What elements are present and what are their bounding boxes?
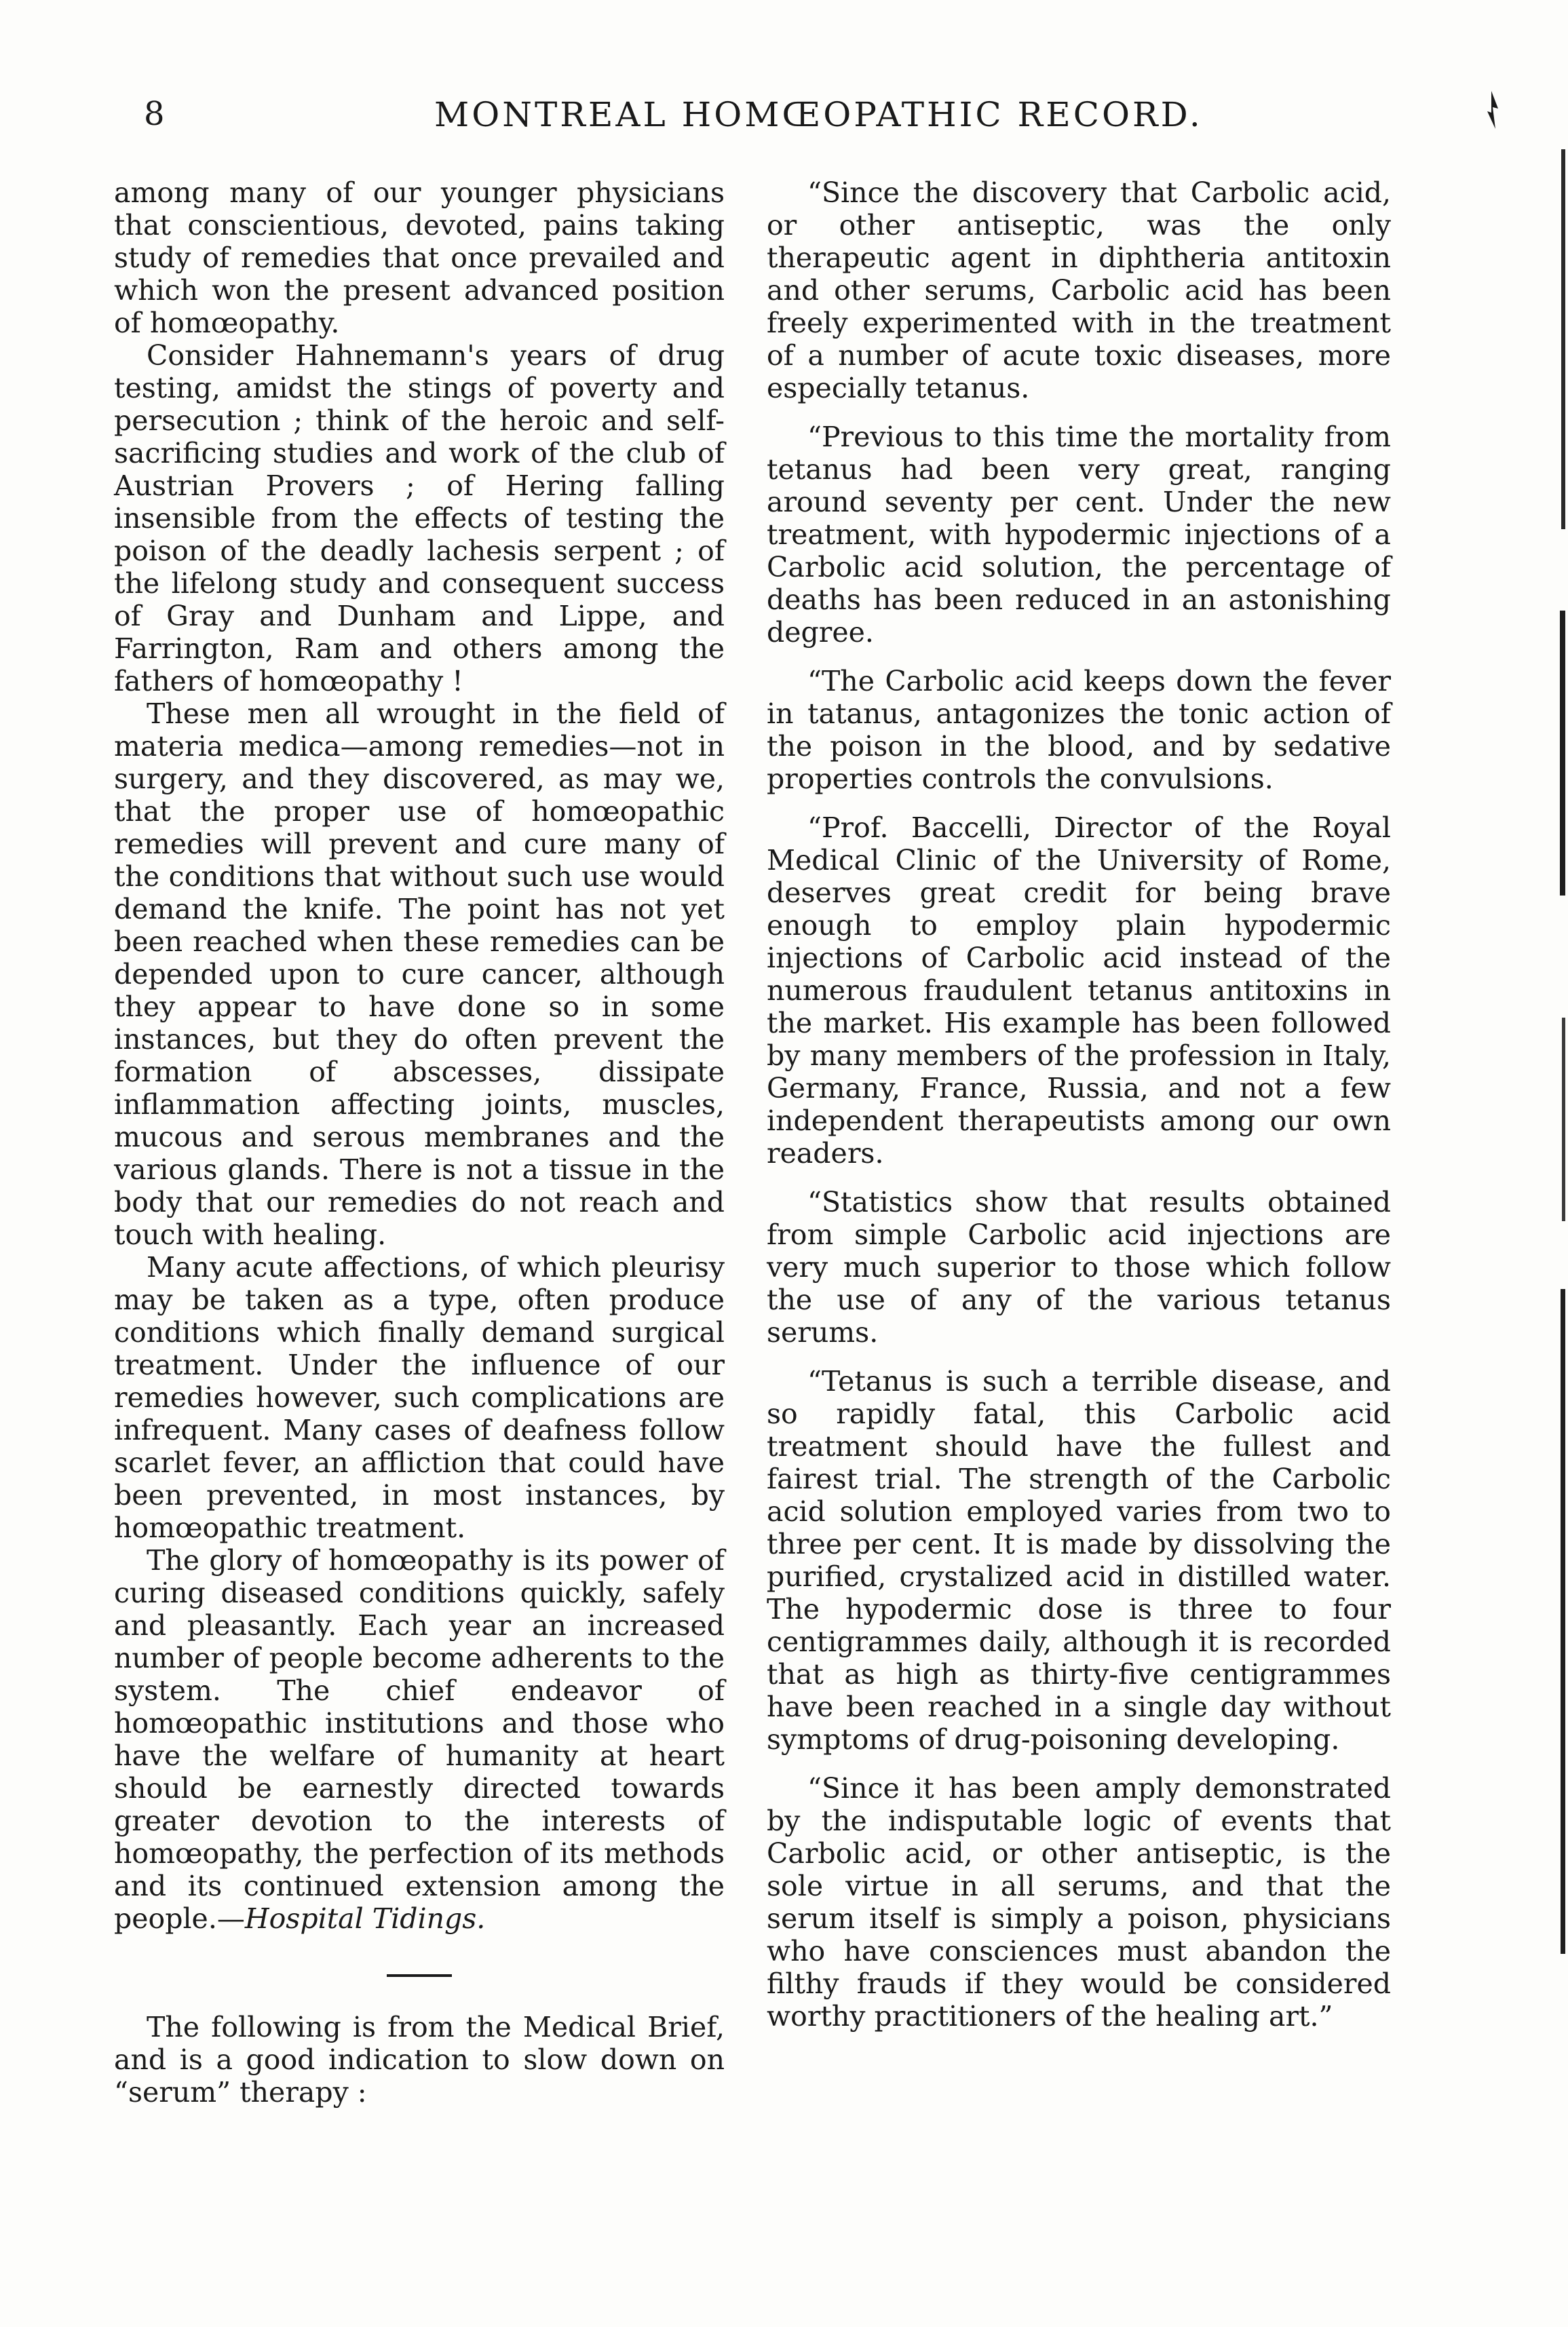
left-column — [114, 176, 725, 2109]
section-divider — [387, 1974, 452, 1977]
intro-paragraph: The following is from the Medical Brief, and is a good indication to slow down on “serum” therapy : — [114, 2011, 725, 2109]
paragraph: among many of our younger physicians that conscientious, devoted, pains taking study of remedies that once prevailed and which won the present advanced position of homœopathy. — [114, 176, 725, 339]
quoted-paragraph: “Since the discovery that Carbolic acid, or other antiseptic, was the only therapeutic agent in diphtheria antitoxin and other serums, Carbolic acid has been freely experimented with in the treatment of a number of acute toxic diseases, more especially tetanus. — [767, 176, 1391, 404]
quoted-paragraph: “Prof. Baccelli, Director of the Royal Medical Clinic of the University of Rome, deserves great credit for being brave enough to employ plain hypodermic injections of Carbolic acid instead of the numerous fraudulent tetanus antitoxins in the market. His example has been followed by many members of the profession in Italy, Germany, France, Russia, and not a few independent therapeutists among our own readers. — [767, 811, 1391, 1170]
source-citation: Hospital Tidings. — [244, 1902, 486, 1935]
quoted-paragraph: “Tetanus is such a terrible disease, and so rapidly fatal, this Carbolic acid treatment should have the fullest and fairest trial. The strength of the Carbolic acid solution employed varies from two to three per cent. It is made by dissolving the purified, crystalized acid in distilled water. The hypodermic dose is three to four centigrammes daily, although it is recorded that as high as thirty-five centigrammes have been reached in a single day without symptoms of drug-poisoning developing. — [767, 1365, 1391, 1756]
paragraph: Consider Hahnemann's years of drug testing, amidst the stings of poverty and persecution ; think of the heroic and self-sacrificing studies and work of the club of Austrian Provers ; of Hering falling insensible from the effects of testing the poison of the deadly lachesis serpent ; of the lifelong study and consequent success of Gray and Dunham and Lippe, and Farrington, Ram and others among the fathers of homœopathy ! — [114, 339, 725, 697]
running-title: MONTREAL HOMŒOPATHIC RECORD. — [434, 95, 1203, 134]
intro-block — [114, 2011, 725, 2109]
quoted-paragraph: “Previous to this time the mortality from tetanus had been very great, ranging around seventy per cent. Under the new treatment, with hypodermic injections of a Carbolic acid solution, the percentage of deaths has been reduced in an astonishing degree. — [767, 421, 1391, 649]
binding-edge — [1556, 0, 1568, 2327]
right-column — [767, 176, 1391, 2049]
paragraph-with-source — [114, 1544, 725, 1935]
paragraph: These men all wrought in the field of materia medica—among remedies—not in surgery, and they discovered, as may we, that the proper use of homœopathic remedies will prevent and cure many of the conditions that without such use would demand the knife. The point has not yet been reached when these remedies can be depended upon to cure cancer, although they appear to have done so in some instances, but they do often prevent the formation of abscesses, dissipate inflammation affecting joints, muscles, mucous and serous membranes and the various glands. There is not a tissue in the body that our remedies do not reach and touch with healing. — [114, 697, 725, 1251]
page-header — [0, 95, 1568, 149]
page-number: 8 — [144, 95, 166, 133]
quoted-paragraph: “Since it has been amply demonstrated by the indisputable logic of events that Carbolic acid, or other antiseptic, is the sole virtue in all serums, and that the serum itself is simply a poison, physicians who have consciences must abandon the filthy frauds if they would be considered worthy practitioners of the healing art.” — [767, 1772, 1391, 2033]
quoted-paragraph: “The Carbolic acid keeps down the fever in tatanus, antagonizes the tonic action of the poison in the blood, and by sedative properties controls the convulsions. — [767, 665, 1391, 795]
paragraph: Many acute affections, of which pleurisy may be taken as a type, often produce conditions which finally demand surgical treatment. Under the influence of our remedies however, such complications are infrequent. Many cases of deafness follow scarlet fever, an affliction that could have been prevented, in most instances, by homœopathic treatment. — [114, 1251, 725, 1544]
paragraph-text: The glory of homœopathy is its power of curing diseased conditions quickly, safely and pleasantly. Each year an increased number of people become adherents to the system. The chief endeavor of homœopathic institutions and those who have the welfare of humanity at heart should be earnestly directed towards greater devotion to the interests of homœopathy, the perfection of its methods and its continued extension among the people.— — [114, 1544, 725, 1935]
printer-ornament-icon — [1478, 88, 1505, 142]
quoted-paragraph: “Statistics show that results obtained from simple Carbolic acid injections are very much superior to those which follow the use of any of the various tetanus serums. — [767, 1186, 1391, 1349]
